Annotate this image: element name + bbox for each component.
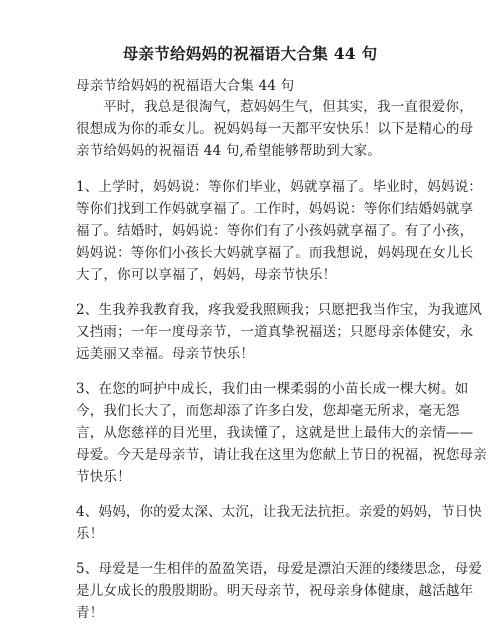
wish-line: 今，我们长大了，而您却添了许多白发，您却毫无所求，毫无怨 <box>76 403 460 419</box>
wish-item-4 <box>76 501 483 545</box>
wish-line: 5、母爱是一生相伴的盈盈笑语，母爱是漂泊天涯的缕缕思念，母爱 <box>76 561 483 577</box>
wish-line: 又挡雨；一年一度母亲节，一道真挚祝福送；只愿母亲体健安，永 <box>76 324 474 340</box>
wish-line: 青！ <box>76 605 104 621</box>
wish-line: 4、妈妈，你的爱太深、太沉，让我无法抗拒。亲爱的妈妈，节日快 <box>76 504 483 520</box>
intro-paragraph <box>76 96 474 162</box>
wish-line: 节快乐！ <box>76 469 131 485</box>
wish-item-3 <box>76 378 487 488</box>
wish-line: 大了，你可以享福了，妈妈，母亲节快乐！ <box>76 267 337 283</box>
intro-line: 平时，我总是很淘气，惹妈妈生气，但其实，我一直很爱你， <box>103 99 473 115</box>
wish-line: 3、在您的呵护中成长，我们由一棵柔弱的小苗长成一棵大树。如 <box>76 381 469 397</box>
document-subtitle: 母亲节给妈妈的祝福语大合集 44 句 <box>76 78 295 94</box>
wish-line: 福了。结婚时，妈妈说：等你们有了小孩妈就享福了。有了小孩， <box>76 223 474 239</box>
wish-item-1 <box>76 176 483 286</box>
wish-line: 乐！ <box>76 526 104 542</box>
wish-line: 2、生我养我教育我，疼我爱我照顾我；只愿把我当作宝，为我遮风 <box>76 302 483 318</box>
intro-line: 亲节给妈妈的祝福语 44 句,希望能够帮助到大家。 <box>76 143 382 159</box>
wish-line: 是儿女成长的殷殷期盼。明天母亲节，祝母亲身体健康，越活越年 <box>76 583 474 599</box>
document-title: 母亲节给妈妈的祝福语大合集 44 句 <box>122 44 378 63</box>
document-body <box>76 96 487 637</box>
wish-line: 言，从您慈祥的目光里，我读懂了，这就是世上最伟大的亲情—— <box>76 425 474 441</box>
wish-item-2 <box>76 299 483 365</box>
wish-line: 妈妈说：等你们小孩长大妈就享福了。而我想说，妈妈现在女儿长 <box>76 245 474 261</box>
wish-line: 1、上学时，妈妈说：等你们毕业，妈就享福了。毕业时，妈妈说： <box>76 179 483 195</box>
wish-line: 远美丽又幸福。母亲节快乐！ <box>76 346 255 362</box>
wish-line: 母爱。今天是母亲节，请让我在这里为您献上节日的祝福，祝您母亲 <box>76 447 487 463</box>
wish-item-5 <box>76 558 483 624</box>
intro-line: 很想成为你的乖女儿。祝妈妈每一天都平安快乐！以下是精心的母 <box>76 121 474 137</box>
wish-line: 等你们找到工作妈就享福了。工作时，妈妈说：等你们结婚妈就享 <box>76 201 474 217</box>
